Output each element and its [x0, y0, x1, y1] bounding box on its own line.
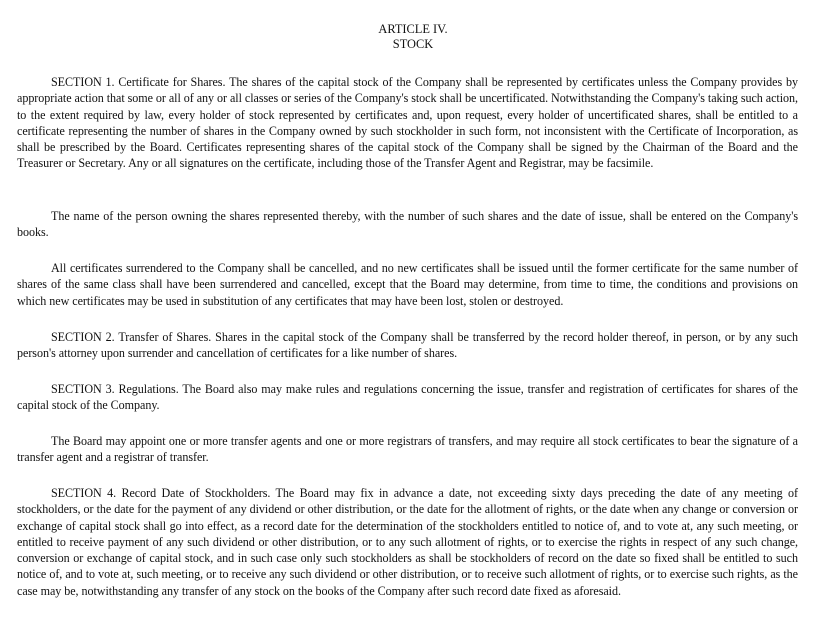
article-subtitle: STOCK	[392, 37, 434, 51]
surrendered-certificates-paragraph: All certificates surrendered to the Company shall be cancelled, and no new certificates shall be issued until the former certificate for the same number of shares of the same class shall have been surrendered and cancelled, except that the Board may determine, from time to time, the conditions and provisions on which new certificates may be used in substitution of any certificates that may have been lost, stolen or destroyed.	[17, 261, 798, 308]
transfer-agents-paragraph: The Board may appoint one or more transfer agents and one or more registrars of transfers, and may require all stock certificates to bear the signature of a transfer agent and a registrar of transfer.	[17, 434, 798, 465]
article-heading	[28, 22, 798, 52]
article-title: ARTICLE IV.	[378, 22, 448, 36]
section-4-record-date-paragraph: SECTION 4. Record Date of Stockholders. The Board may fix in advance a date, not exceeding sixty days preceding the date of any meeting of stockholders, or the date for the payment of any dividend or other distribution, or the date for the allotment of rights, or the date when any change or conversion or exchange of capital stock shall go into effect, as a record date for the determination of the stockholders entitled to notice of, and to vote at, any such meeting, or entitled to receive payment of any such dividend or other distribution, or to any such allotment of rights, or to exercise the rights in respect of any such change, conversion or exchange of capital stock, and in such case only such stockholders as shall be stockholders of record on the date so fixed shall be entitled to such notice of, and to vote at, such meeting, or to receive any such dividend or other distribution, or to receive such allotment of rights, or to exercise such rights, as the case may be, notwithstanding any transfer of any stock on the books of the Company after such record date fixed as aforesaid.	[17, 486, 798, 598]
section-3-regulations-paragraph: SECTION 3. Regulations. The Board also may make rules and regulations concerning the issue, transfer and registration of certificates for shares of the capital stock of the Company.	[17, 382, 798, 413]
owner-name-paragraph: The name of the person owning the shares represented thereby, with the number of such shares and the date of issue, shall be entered on the Company's books.	[17, 209, 798, 240]
document-page	[17, 22, 798, 598]
section-2-transfer-paragraph: SECTION 2. Transfer of Shares. Shares in the capital stock of the Company shall be transferred by the record holder thereof, in person, or by any such person's attorney upon surrender and cancellation of certificates for a like number of shares.	[17, 330, 798, 361]
section-1-certificate-paragraph: SECTION 1. Certificate for Shares. The shares of the capital stock of the Company shall be represented by certificates unless the Company provides by appropriate action that some or all of any or all classes or series of the Company's stock shall be uncertificated. Notwithstanding the Company's taking such action, to the extent required by law, every holder of stock represented by certificates and, upon request, every holder of uncertificated shares, shall be entitled to a certificate representing the number of shares in the Company owned by such stockholder in such form, not inconsistent with the Certificate of Incorporation, as shall be prescribed by the Board. Certificates representing shares of the capital stock of the Company shall be signed by the Chairman of the Board and the Treasurer or Secretary. Any or all signatures on the certificate, including those of the Transfer Agent and Registrar, may be facsimile.	[17, 75, 798, 171]
